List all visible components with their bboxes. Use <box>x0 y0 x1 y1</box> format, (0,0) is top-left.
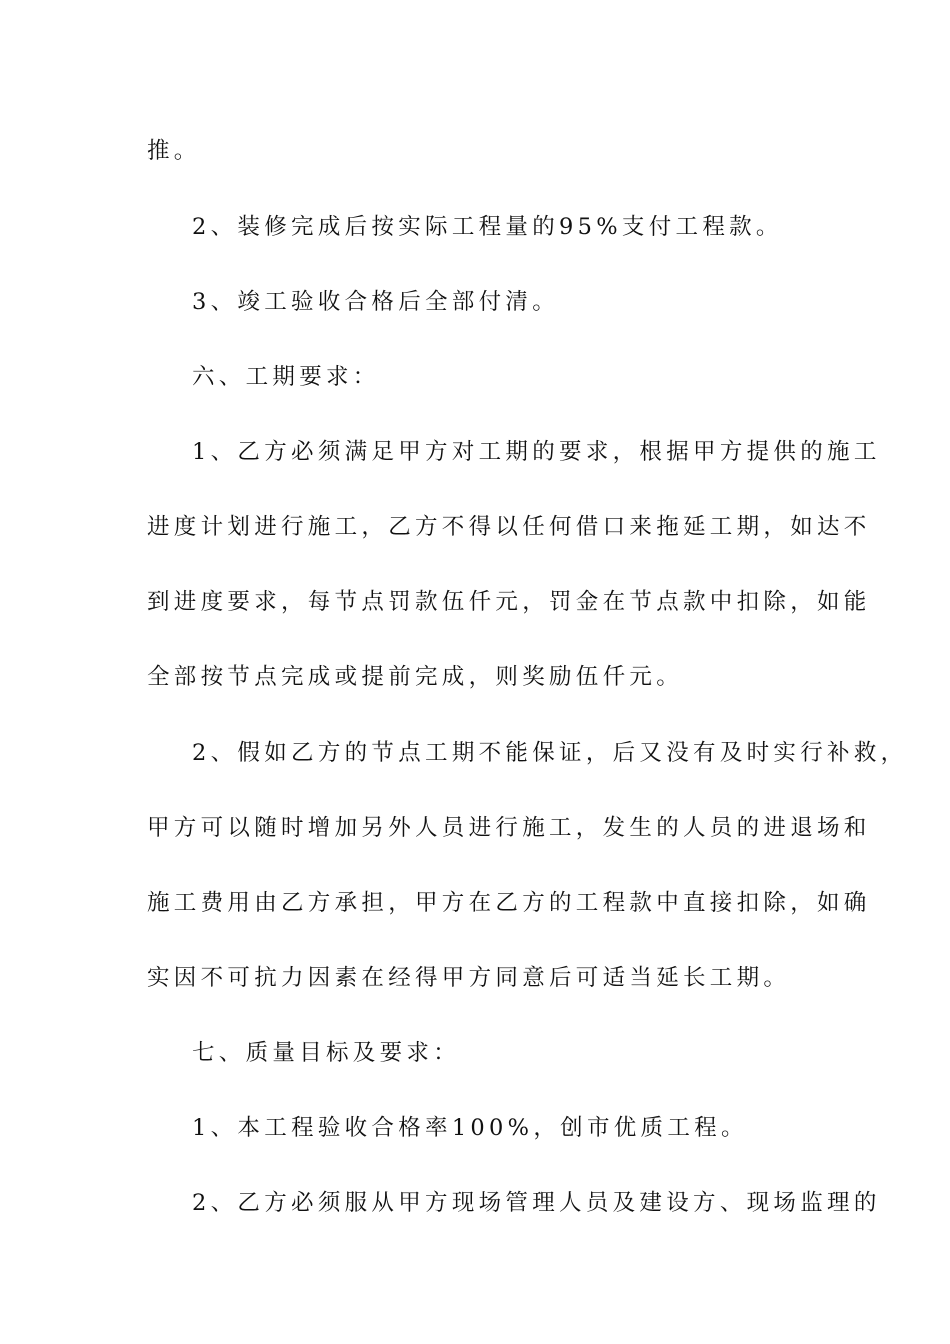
section-heading: 七、质量目标及要求： <box>192 1040 461 1066</box>
text-line: 全部按节点完成或提前完成，则奖励伍仟元。 <box>147 664 684 690</box>
text-line: 施工费用由乙方承担，甲方在乙方的工程款中直接扣除，如确 <box>147 890 871 916</box>
text-line: 1、乙方必须满足甲方对工期的要求，根据甲方提供的施工 <box>192 439 881 465</box>
text-line: 甲方可以随时增加另外人员进行施工，发生的人员的进退场和 <box>147 815 871 841</box>
text-line: 3、竣工验收合格后全部付清。 <box>192 289 560 315</box>
text-line: 到进度要求，每节点罚款伍仟元，罚金在节点款中扣除，如能 <box>147 589 871 615</box>
text-line: 进度计划进行施工，乙方不得以任何借口来拖延工期，如达不 <box>147 514 871 540</box>
text-line: 2、假如乙方的节点工期不能保证，后又没有及时实行补救， <box>192 740 908 766</box>
section-heading: 六、工期要求： <box>192 364 380 390</box>
text-line: 实因不可抗力因素在经得甲方同意后可适当延长工期。 <box>147 965 791 991</box>
text-line: 2、乙方必须服从甲方现场管理人员及建设方、现场监理的 <box>192 1190 881 1216</box>
text-line: 推。 <box>147 138 201 164</box>
text-line: 2、装修完成后按实际工程量的95%支付工程款。 <box>192 214 783 240</box>
text-line: 1、本工程验收合格率100%，创市优质工程。 <box>192 1115 748 1141</box>
